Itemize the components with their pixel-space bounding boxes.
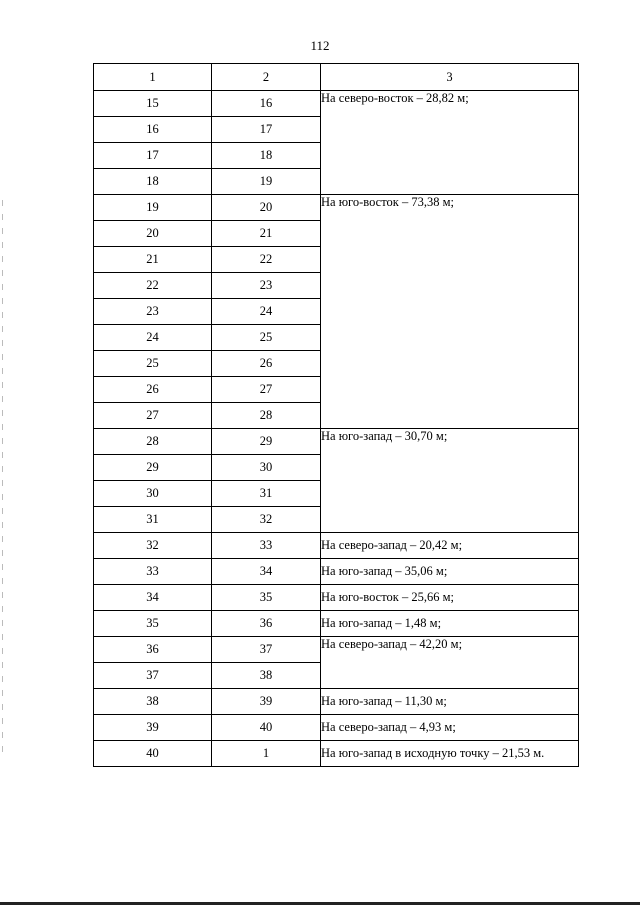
point-to-cell: 36: [212, 611, 321, 637]
point-from-cell: 35: [94, 611, 212, 637]
table-row: [94, 611, 579, 637]
point-to-cell: 39: [212, 689, 321, 715]
point-to-cell: 20: [212, 195, 321, 221]
table-row: [94, 741, 579, 767]
table-row: [94, 195, 579, 221]
table-row: [94, 91, 579, 117]
point-to-cell: 23: [212, 273, 321, 299]
direction-distance-cell: На юго-запад – 1,48 м;: [321, 611, 579, 637]
direction-distance-cell: На северо-запад – 4,93 м;: [321, 715, 579, 741]
point-to-cell: 17: [212, 117, 321, 143]
table-row: [94, 559, 579, 585]
point-to-cell: 28: [212, 403, 321, 429]
point-from-cell: 19: [94, 195, 212, 221]
point-to-cell: 19: [212, 169, 321, 195]
point-to-cell: 21: [212, 221, 321, 247]
point-to-cell: 31: [212, 481, 321, 507]
column-header-description: 3: [321, 64, 579, 91]
scan-edge-artifact: [2, 200, 3, 760]
point-from-cell: 33: [94, 559, 212, 585]
direction-distance-cell: На северо-запад – 42,20 м;: [321, 637, 579, 689]
point-from-cell: 40: [94, 741, 212, 767]
direction-distance-cell: На юго-запад – 30,70 м;: [321, 429, 579, 533]
direction-distance-cell: На юго-запад – 11,30 м;: [321, 689, 579, 715]
point-from-cell: 24: [94, 325, 212, 351]
point-to-cell: 1: [212, 741, 321, 767]
table-body: [94, 91, 579, 767]
point-from-cell: 25: [94, 351, 212, 377]
column-header-from: 1: [94, 64, 212, 91]
point-to-cell: 32: [212, 507, 321, 533]
direction-distance-cell: На юго-запад в исходную точку – 21,53 м.: [321, 741, 579, 767]
point-to-cell: 33: [212, 533, 321, 559]
point-from-cell: 21: [94, 247, 212, 273]
table-row: [94, 637, 579, 663]
point-from-cell: 29: [94, 455, 212, 481]
point-to-cell: 26: [212, 351, 321, 377]
point-from-cell: 23: [94, 299, 212, 325]
point-from-cell: 30: [94, 481, 212, 507]
point-to-cell: 16: [212, 91, 321, 117]
boundary-table: [93, 63, 579, 767]
point-to-cell: 24: [212, 299, 321, 325]
point-to-cell: 27: [212, 377, 321, 403]
point-to-cell: 22: [212, 247, 321, 273]
point-to-cell: 40: [212, 715, 321, 741]
point-to-cell: 35: [212, 585, 321, 611]
table-row: [94, 715, 579, 741]
point-from-cell: 16: [94, 117, 212, 143]
point-from-cell: 26: [94, 377, 212, 403]
point-from-cell: 34: [94, 585, 212, 611]
table-header-row: [94, 64, 579, 91]
point-to-cell: 37: [212, 637, 321, 663]
point-from-cell: 17: [94, 143, 212, 169]
point-from-cell: 38: [94, 689, 212, 715]
point-from-cell: 37: [94, 663, 212, 689]
table-row: [94, 689, 579, 715]
point-from-cell: 36: [94, 637, 212, 663]
point-to-cell: 38: [212, 663, 321, 689]
direction-distance-cell: На северо-запад – 20,42 м;: [321, 533, 579, 559]
direction-distance-cell: На юго-восток – 73,38 м;: [321, 195, 579, 429]
point-from-cell: 18: [94, 169, 212, 195]
point-from-cell: 39: [94, 715, 212, 741]
direction-distance-cell: На северо-восток – 28,82 м;: [321, 91, 579, 195]
direction-distance-cell: На юго-запад – 35,06 м;: [321, 559, 579, 585]
table-row: [94, 533, 579, 559]
point-from-cell: 32: [94, 533, 212, 559]
point-to-cell: 18: [212, 143, 321, 169]
page-number: 112: [310, 38, 330, 53]
point-from-cell: 27: [94, 403, 212, 429]
direction-distance-cell: На юго-восток – 25,66 м;: [321, 585, 579, 611]
point-to-cell: 29: [212, 429, 321, 455]
point-from-cell: 22: [94, 273, 212, 299]
point-to-cell: 30: [212, 455, 321, 481]
table-row: [94, 585, 579, 611]
point-from-cell: 31: [94, 507, 212, 533]
point-from-cell: 28: [94, 429, 212, 455]
column-header-to: 2: [212, 64, 321, 91]
table-row: [94, 429, 579, 455]
point-from-cell: 15: [94, 91, 212, 117]
point-to-cell: 34: [212, 559, 321, 585]
point-from-cell: 20: [94, 221, 212, 247]
point-to-cell: 25: [212, 325, 321, 351]
